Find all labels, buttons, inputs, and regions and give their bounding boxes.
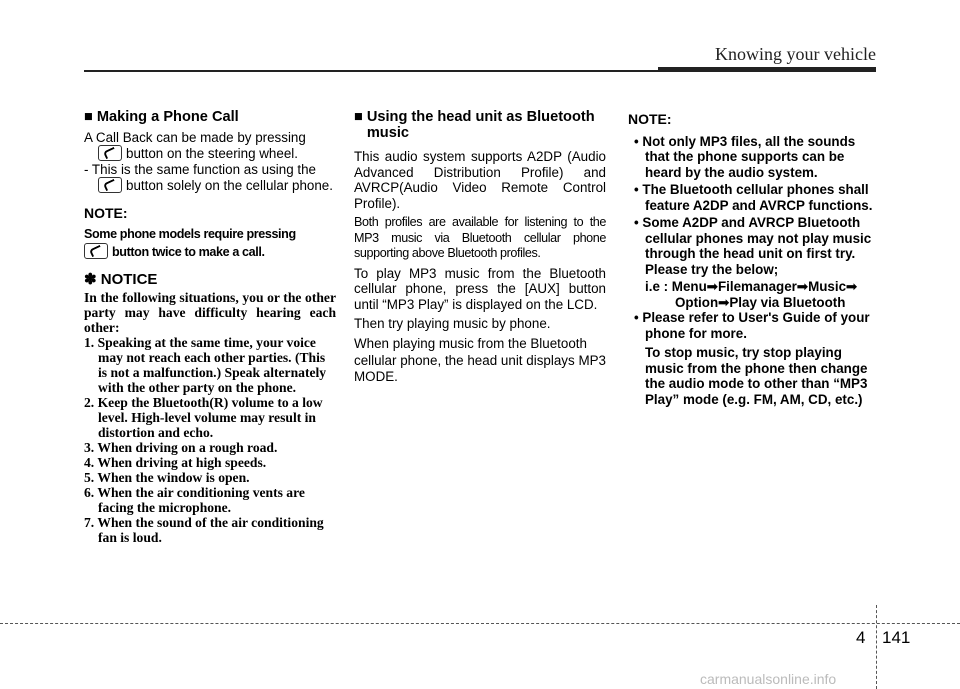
watermark: carmanualsonline.info bbox=[700, 671, 837, 687]
chapter-number: 4 bbox=[856, 628, 866, 647]
text: button solely on the cellular phone. bbox=[126, 178, 333, 193]
column-left bbox=[84, 110, 336, 545]
phone-call-button-icon bbox=[98, 145, 122, 161]
menu-path bbox=[634, 279, 878, 310]
note-list bbox=[628, 134, 878, 408]
note-text bbox=[84, 227, 336, 260]
footer-rule bbox=[0, 623, 960, 624]
paragraph bbox=[84, 162, 336, 194]
notice-item: 2. Keep the Bluetooth(R) volume to a low level. High-level volume may result in distortion and echo. bbox=[84, 394, 323, 440]
note-bullet: • Please refer to User's Guide of your phone for more. bbox=[634, 310, 870, 341]
notice-body bbox=[84, 290, 336, 545]
paragraph: This audio system supports A2DP (Audio Advanced Distribution Profile) and AVRCP(Audio Video Remote Control Profile). bbox=[354, 149, 606, 211]
text: - This is the same function as using the bbox=[84, 161, 316, 177]
column-middle bbox=[354, 110, 606, 388]
section-heading-phone-call bbox=[84, 110, 336, 126]
notice-item: 1. Speaking at the same time, your voice may not reach each other parties. (This is not a malfunction.) Speak alternately with the other party on the phone. bbox=[84, 334, 327, 395]
note-bullet: • Not only MP3 files, all the sounds that the phone supports can be heard by the audio system. bbox=[634, 133, 856, 180]
note-heading: NOTE: bbox=[628, 111, 672, 127]
note-heading: NOTE: bbox=[84, 204, 128, 221]
paragraph: Then try playing music by phone. bbox=[354, 316, 551, 331]
notice-heading: ✽ NOTICE bbox=[84, 271, 158, 288]
notice-item: 7. When the sound of the air conditioning fan is loud. bbox=[84, 514, 324, 545]
notice-item: 3. When driving on a rough road. bbox=[84, 439, 278, 455]
paragraph bbox=[84, 130, 336, 162]
heading-text: Using the head unit as Bluetooth music bbox=[366, 109, 595, 141]
text: button twice to make a call. bbox=[112, 244, 265, 259]
note-bullet: • Some A2DP and AVRCP Bluetooth cellular phones may not play music through the head unit on first try. Please try the below; bbox=[634, 215, 872, 277]
notice-intro: In the following situations, you or the other party may have difficulty hearing each other: bbox=[84, 289, 336, 335]
paragraph: When playing music from the Bluetooth bbox=[354, 335, 587, 351]
footer-divider bbox=[876, 605, 877, 689]
phone-call-button-icon bbox=[84, 243, 108, 259]
note-text: To stop music, try stop playing music from the phone then change the audio mode to other than “MP3 Play” mode (e.g. FM, AM, CD, etc.) bbox=[645, 345, 868, 407]
square-bullet-icon: ■ bbox=[354, 109, 363, 125]
note-bullet: • The Bluetooth cellular phones shall feature A2DP and AVRCP functions. bbox=[634, 182, 873, 213]
text: A Call Back can be made by pressing bbox=[84, 129, 306, 145]
menu-path-line: Option➟Play via Bluetooth bbox=[675, 294, 846, 310]
paragraph: To play MP3 music from the Bluetooth cellular phone, press the [AUX] button until “MP3 Play” is displayed on the LCD. bbox=[354, 265, 606, 312]
running-header: Knowing your vehicle bbox=[715, 44, 876, 64]
section-heading-bluetooth-music bbox=[354, 110, 606, 141]
text: button on the steering wheel. bbox=[126, 146, 298, 161]
notice-item: 4. When driving at high speeds. bbox=[84, 454, 267, 470]
column-right bbox=[628, 110, 878, 407]
notice-item: 5. When the window is open. bbox=[84, 469, 250, 485]
square-bullet-icon: ■ bbox=[84, 109, 93, 125]
page-number: 141 bbox=[882, 628, 911, 647]
menu-path-line: i.e : Menu➟Filemanager➟Music➟ bbox=[645, 279, 858, 294]
phone-call-button-icon bbox=[98, 177, 122, 193]
paragraph: cellular phone, the head unit displays MP3 MODE. bbox=[354, 353, 606, 384]
header-rule-accent bbox=[658, 67, 876, 72]
paragraph: Both profiles are available for listening to the MP3 music via Bluetooth cellular phone supporting above Bluetooth profiles. bbox=[354, 215, 606, 260]
text: Some phone models require pressing bbox=[84, 227, 296, 241]
notice-item: 6. When the air conditioning vents are facing the microphone. bbox=[84, 484, 305, 515]
heading-text: Making a Phone Call bbox=[96, 109, 239, 125]
